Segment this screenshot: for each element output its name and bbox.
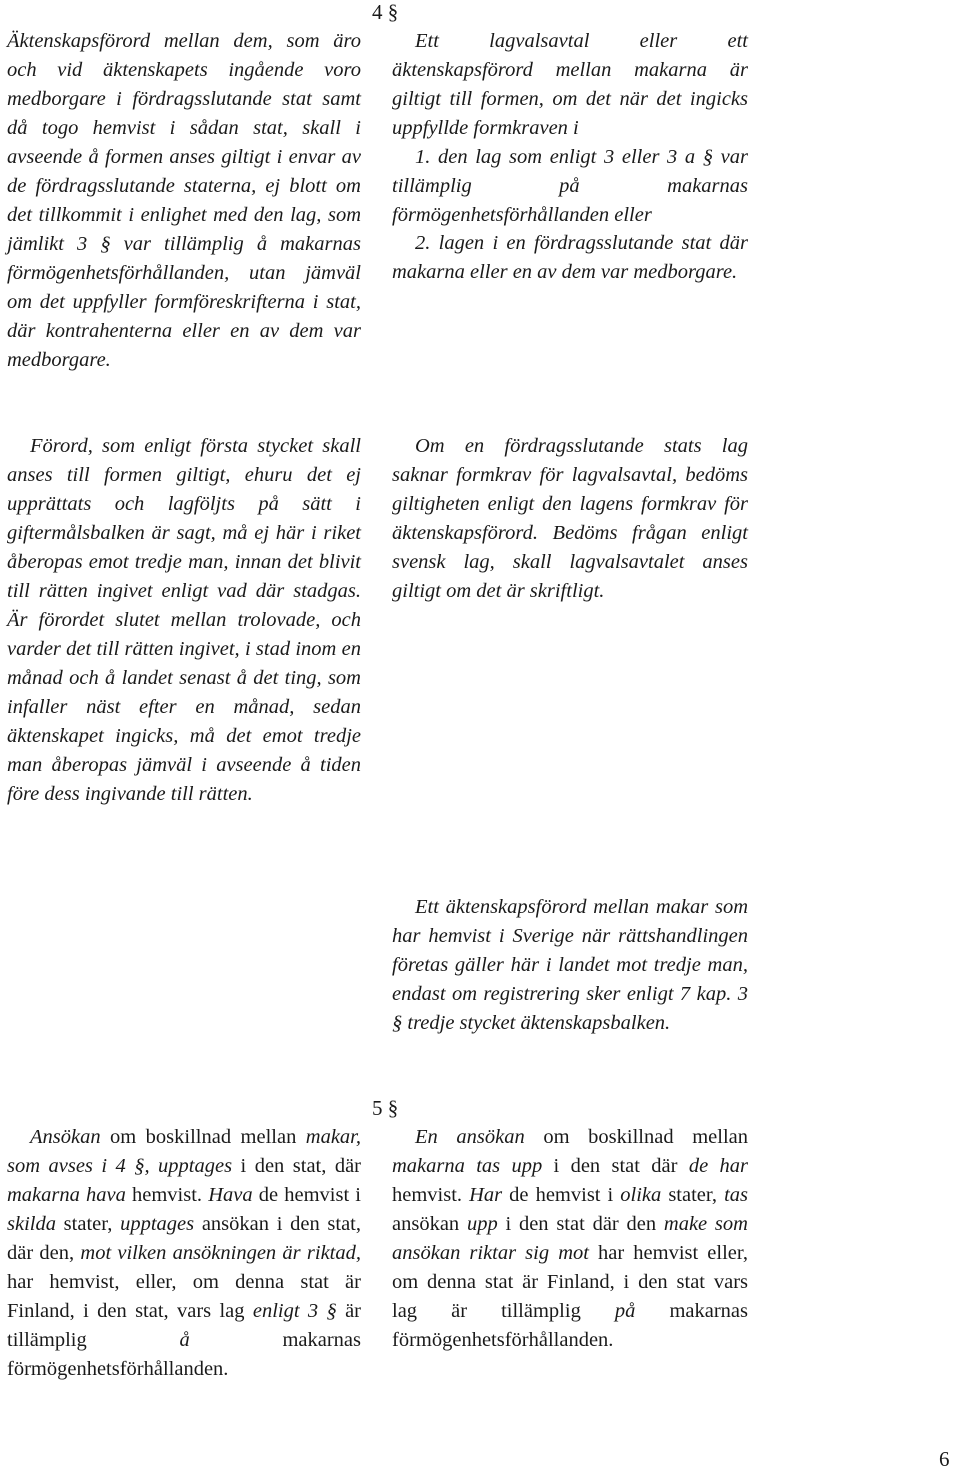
- text-run: de har: [688, 1155, 748, 1177]
- text-run: upp: [466, 1213, 498, 1235]
- new-text-paragraph-1: Ett lagvalsavtal eller ett äktenskapsförord mellan makarna är giltigt till formen, om det när det ingicks uppfyllde formkraven i: [392, 30, 748, 139]
- text-run: i den stat, där: [232, 1155, 361, 1177]
- section-5-label: 5 §: [372, 1096, 399, 1120]
- text-run: makarnas förmögenhetsförhållanden.: [7, 1329, 362, 1380]
- text-run: har hemvist eller, om denna stat är Finland, i den stat vars lag är tillämplig: [392, 1242, 749, 1322]
- text-run: makar, som avses i 4 §, upptages: [7, 1126, 361, 1177]
- text-run: tas: [724, 1184, 749, 1206]
- text-run: skilda: [7, 1213, 56, 1235]
- new-text-paragraph-2: Om en fördragsslutande stats lag saknar formkrav för lagvalsavtal, bedöms giltigheten enligt den lagens formkrav för äktenskapsförord. Bedöms frågan enligt svensk lag, skall lagvalsavtalet anses giltigt om det är skriftligt.: [392, 435, 748, 602]
- text-run: har hemvist, eller, om denna stat är Finland, i den stat, vars lag: [7, 1271, 361, 1322]
- new-text-item-1: 1. den lag som enligt 3 eller 3 a § var tillämplig på makarnas förmögenhetsförhållanden eller: [392, 146, 748, 226]
- text-run: hemvist.: [392, 1184, 470, 1206]
- text-run: Har: [469, 1184, 503, 1206]
- text-run: stater,: [55, 1213, 121, 1235]
- text-run: i den stat där: [542, 1155, 689, 1177]
- text-run: på: [614, 1300, 636, 1322]
- text-run: är tillämplig: [7, 1300, 361, 1351]
- text-run: Hava: [208, 1184, 253, 1206]
- text-run: enligt 3 §: [252, 1300, 337, 1322]
- old-text-paragraph-2: Förord, som enligt första stycket skall anses till formen giltigt, ehuru det ej upprättats och lagföljts på sätt i giftermålsbalken är sagt, må ej här i riket åberopas emot tredje man, innan det blivit till rätten ingivet enligt vad där stadgas. Är förordet slutet mellan trolovade, och varder det till rätten ingivet, i stad inom en månad och å landet senast å det ting, som infaller näst efter en månad, sedan äktenskapet ingicks, må det emot tredje man åberopas jämväl i avseende å tiden före dess ingivande till rätten.: [7, 435, 361, 805]
- text-run: ansökan: [392, 1213, 467, 1235]
- new-text-item-2: 2. lagen i en fördragsslutande stat där makarna eller en av dem var medborgare.: [392, 232, 748, 283]
- text-run: om boskillnad mellan: [524, 1126, 748, 1148]
- text-run: å: [179, 1329, 190, 1351]
- old-text-paragraph-3: [7, 1123, 361, 1384]
- text-run: i den stat där den: [497, 1213, 664, 1235]
- text-run: ansökan i den stat, där den,: [7, 1213, 361, 1264]
- text-run: de hemvist i: [252, 1184, 361, 1206]
- section-4-label: 4 §: [372, 0, 399, 24]
- text-run: makarna tas upp: [392, 1155, 543, 1177]
- text-run: mot vilken ansökningen är riktad,: [80, 1242, 361, 1264]
- text-run: om boskillnad mellan: [100, 1126, 306, 1148]
- text-run: En ansökan: [415, 1126, 525, 1148]
- new-text-paragraph-3: Ett äktenskapsförord mellan makar som har hemvist i Sverige när rättshandlingen företas gäller här i landet mot tredje man, endast om registrering sker enligt 7 kap. 3 § tredje stycket äktenskapsbalken.: [392, 896, 748, 1034]
- text-run: makarnas förmögenhetsförhållanden.: [392, 1300, 748, 1351]
- text-run: stater,: [661, 1184, 725, 1206]
- new-text-paragraph-4: [392, 1123, 748, 1355]
- text-run: de hemvist i: [502, 1184, 621, 1206]
- text-run: makarna hava: [7, 1184, 126, 1206]
- old-text-paragraph-1: Äktenskapsförord mellan dem, som äro och vid äktenskapets ingående voro medborgare i fördragsslutande stat samt då togo hemvist i sådan stat, skall i avseende å formen anses giltigt i envar av de fördragsslutande staterna, ej blott om det tillkommit i enlighet med den lag, som jämlikt 3 § var tillämplig å makarnas förmögenhetsförhållanden, utan jämväl om det uppfyller formföreskrifterna i stat, där kontrahenterna eller en av dem var medborgare.: [7, 30, 361, 371]
- text-run: hemvist.: [125, 1184, 209, 1206]
- text-run: make som ansökan riktar sig mot: [392, 1213, 748, 1264]
- text-run: Ansökan: [30, 1126, 101, 1148]
- text-run: olika: [620, 1184, 662, 1206]
- page-number: 6: [939, 1447, 950, 1471]
- text-run: upptages: [120, 1213, 195, 1235]
